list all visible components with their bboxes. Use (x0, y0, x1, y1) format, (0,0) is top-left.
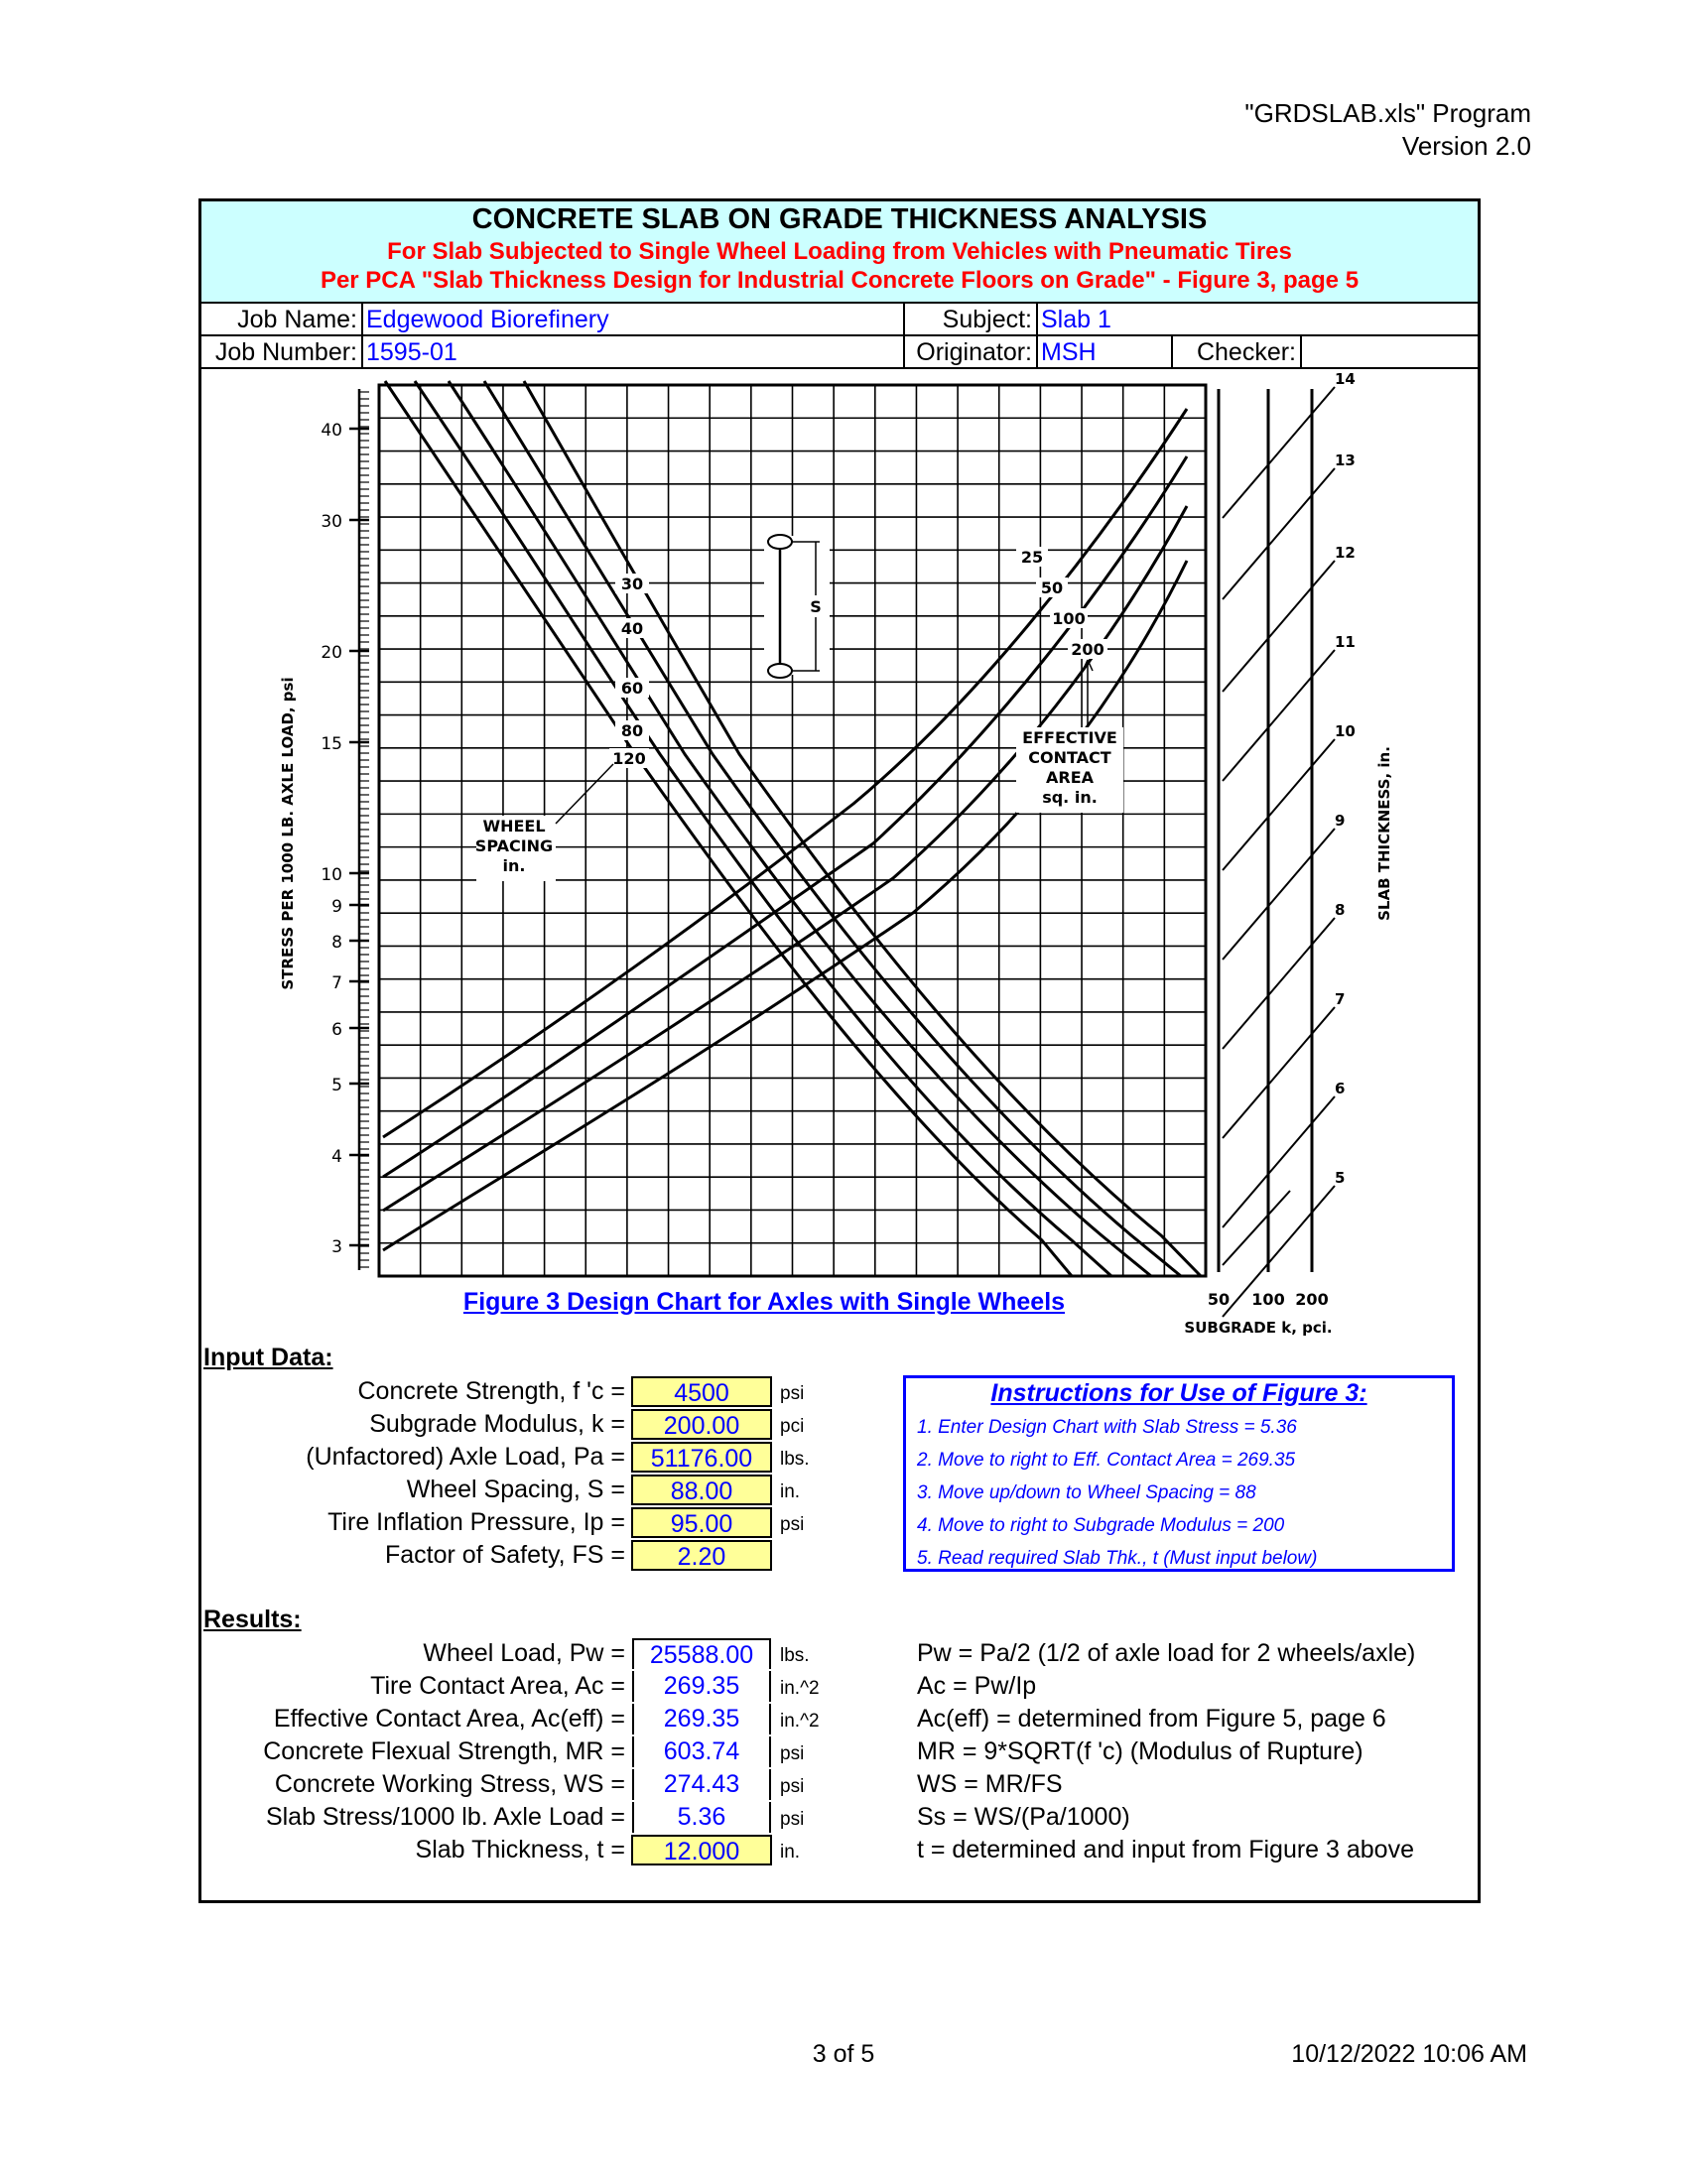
result-formula: WS = MR/FS (917, 1770, 1063, 1798)
y-tick-label: 15 (321, 734, 342, 754)
result-value: 269.35 (632, 1704, 771, 1734)
slab-thickness-input[interactable]: 12.000 (631, 1835, 772, 1865)
job-name-field[interactable]: Edgewood Biorefinery (366, 306, 609, 333)
result-value: 269.35 (632, 1671, 771, 1702)
chart-curve (524, 381, 1201, 1276)
thickness-line (1223, 1191, 1290, 1265)
instruction-step: 1. Enter Design Chart with Slab Stress = 5.36 (917, 1417, 1297, 1438)
input-value-field[interactable]: 51176.00 (631, 1442, 772, 1473)
thickness-tick-label: 6 (1335, 1080, 1346, 1097)
input-unit: lbs. (780, 1449, 810, 1470)
thickness-tick-label: 12 (1335, 544, 1356, 562)
input-value-field[interactable]: 4500 (631, 1376, 772, 1407)
input-label: Concrete Strength, f 'c = (357, 1377, 625, 1405)
result-label: Slab Thickness, t = (415, 1836, 625, 1863)
y-tick-label: 30 (321, 512, 342, 532)
result-label: Tire Contact Area, Ac = (370, 1672, 625, 1700)
instruction-step: 3. Move up/down to Wheel Spacing = 88 (917, 1482, 1256, 1503)
contact-area-label: 50 (1040, 578, 1064, 597)
thickness-line (1223, 918, 1335, 1049)
print-timestamp: 10/12/2022 10:06 AM (1291, 2040, 1527, 2068)
input-label: Factor of Safety, FS = (385, 1541, 625, 1569)
figure-caption: Figure 3 Design Chart for Axles with Single Wheels (462, 1288, 1066, 1316)
input-value-field[interactable]: 95.00 (631, 1507, 772, 1538)
contact-area-label: 25 (1020, 548, 1044, 567)
instruction-step: 4. Move to right to Subgrade Modulus = 200 (917, 1515, 1285, 1536)
result-unit: in.^2 (780, 1711, 820, 1732)
thickness-tick-label: 13 (1335, 451, 1356, 469)
originator-field[interactable]: MSH (1041, 338, 1097, 366)
result-formula: t = determined and input from Figure 3 above (917, 1836, 1414, 1863)
result-unit: in. (780, 1842, 801, 1863)
y-tick-label: 7 (331, 973, 342, 993)
input-label: Subgrade Modulus, k = (369, 1410, 625, 1438)
thickness-line (1223, 829, 1335, 960)
thickness-line (1223, 650, 1335, 781)
instruction-step: 5. Read required Slab Thk., t (Must input below) (917, 1548, 1318, 1569)
result-label: Wheel Load, Pw = (423, 1639, 625, 1667)
contact-area-title: sq. in. (1042, 788, 1098, 807)
page-title: CONCRETE SLAB ON GRADE THICKNESS ANALYSIS (471, 203, 1208, 235)
checker-label: Checker: (1196, 338, 1296, 366)
job-number-field[interactable]: 1595-01 (366, 338, 457, 366)
input-unit: pci (780, 1416, 805, 1437)
originator-label: Originator: (916, 338, 1032, 366)
y-tick-label: 10 (321, 865, 342, 885)
y-tick-label: 5 (331, 1076, 342, 1095)
wheel-spacing-label: 60 (620, 679, 644, 698)
input-unit: psi (780, 1383, 805, 1404)
input-label: Wheel Spacing, S = (406, 1476, 625, 1503)
thickness-line (1223, 387, 1335, 518)
contact-area-label: 200 (1071, 640, 1104, 659)
y-axis-label: STRESS PER 1000 LB. AXLE LOAD, psi (279, 677, 297, 990)
contact-area-title: CONTACT (1028, 748, 1111, 767)
job-name-label: Job Name: (237, 306, 357, 333)
thickness-tick-label: 5 (1335, 1169, 1346, 1187)
y-tick-label: 4 (331, 1147, 342, 1167)
y-tick-label: 20 (321, 643, 342, 663)
thickness-line (1223, 1096, 1335, 1227)
wheel-spacing-label: 80 (620, 721, 644, 740)
result-unit: lbs. (780, 1645, 810, 1666)
thickness-line (1223, 739, 1335, 870)
wheel-spacing-title: SPACING (474, 836, 554, 855)
result-label: Concrete Flexual Strength, MR = (263, 1737, 625, 1765)
input-label: Tire Inflation Pressure, Ip = (327, 1508, 625, 1536)
instructions-title: Instructions for Use of Figure 3: (990, 1379, 1367, 1407)
wheel-spacing-title: in. (502, 856, 526, 875)
result-value: 274.43 (632, 1769, 771, 1800)
result-formula: Ac = Pw/Ip (917, 1672, 1037, 1700)
input-unit: psi (780, 1514, 805, 1535)
wheel-spacing-label: 120 (612, 749, 646, 768)
subgrade-axis-label: SUBGRADE k, pci. (1184, 1319, 1333, 1337)
results-heading: Results: (203, 1606, 302, 1633)
y-tick-label: 8 (331, 933, 342, 953)
input-heading: Input Data: (203, 1344, 333, 1371)
thickness-tick-label: 9 (1335, 812, 1346, 830)
result-value: 25588.00 (632, 1638, 771, 1669)
result-unit: psi (780, 1743, 805, 1764)
thickness-tick-label: 11 (1335, 633, 1356, 651)
spacing-s-label: S (810, 597, 822, 616)
result-formula: Ss = WS/(Pa/1000) (917, 1803, 1130, 1831)
contact-area-title: EFFECTIVE (1022, 728, 1117, 747)
wheel-spacing-title: WHEEL (482, 817, 546, 835)
subject-field[interactable]: Slab 1 (1041, 306, 1111, 333)
instruction-step: 2. Move to right to Eff. Contact Area = 269.35 (917, 1450, 1296, 1471)
input-unit: in. (780, 1481, 801, 1502)
contact-area-title: AREA (1045, 768, 1095, 787)
thickness-tick-label: 8 (1335, 901, 1346, 919)
result-label: Concrete Working Stress, WS = (274, 1770, 625, 1798)
program-version: Version 2.0 (1401, 131, 1531, 161)
subgrade-tick-label: 50 (1207, 1290, 1231, 1309)
result-value: 603.74 (632, 1736, 771, 1767)
result-value: 5.36 (632, 1802, 771, 1833)
contact-area-label: 100 (1052, 609, 1086, 628)
subject-label: Subject: (942, 306, 1032, 333)
job-number-label: Job Number: (214, 338, 357, 366)
page-number: 3 of 5 (812, 2040, 875, 2068)
subtitle-loading: For Slab Subjected to Single Wheel Loading from Vehicles with Pneumatic Tires (387, 238, 1292, 265)
input-value-field[interactable]: 2.20 (631, 1540, 772, 1571)
result-label: Effective Contact Area, Ac(eff) = (273, 1705, 625, 1733)
y-tick-label: 9 (331, 897, 342, 917)
y-tick-label: 40 (321, 421, 342, 441)
thickness-tick-label: 10 (1335, 722, 1356, 740)
wheel-spacing-label: 30 (620, 575, 644, 593)
result-label: Slab Stress/1000 lb. Axle Load = (265, 1803, 625, 1831)
subtitle-reference: Per PCA "Slab Thickness Design for Industrial Concrete Floors on Grade" - Figure 3, page 5 (320, 267, 1360, 294)
chart-curve (484, 381, 1181, 1276)
input-value-field[interactable]: 200.00 (631, 1409, 772, 1440)
y-tick-label: 6 (331, 1020, 342, 1040)
input-label: (Unfactored) Axle Load, Pa = (306, 1443, 625, 1471)
result-formula: MR = 9*SQRT(f 'c) (Modulus of Rupture) (917, 1737, 1363, 1765)
result-unit: psi (780, 1809, 805, 1830)
result-unit: psi (780, 1776, 805, 1797)
thickness-tick-label: 14 (1335, 370, 1356, 388)
program-name: "GRDSLAB.xls" Program (1244, 98, 1531, 128)
result-formula: Ac(eff) = determined from Figure 5, page 6 (917, 1705, 1386, 1733)
input-value-field[interactable]: 88.00 (631, 1475, 772, 1505)
result-unit: in.^2 (780, 1678, 820, 1699)
subgrade-tick-label: 200 (1295, 1290, 1329, 1309)
thickness-tick-label: 7 (1335, 990, 1346, 1008)
subgrade-tick-label: 100 (1251, 1290, 1285, 1309)
result-formula: Pw = Pa/2 (1/2 of axle load for 2 wheels/axle) (917, 1639, 1416, 1667)
thickness-line (1223, 1007, 1335, 1138)
thickness-axis-label: SLAB THICKNESS, in. (1375, 746, 1393, 921)
wheel-spacing-label: 40 (620, 619, 644, 638)
y-tick-label: 3 (331, 1237, 342, 1257)
